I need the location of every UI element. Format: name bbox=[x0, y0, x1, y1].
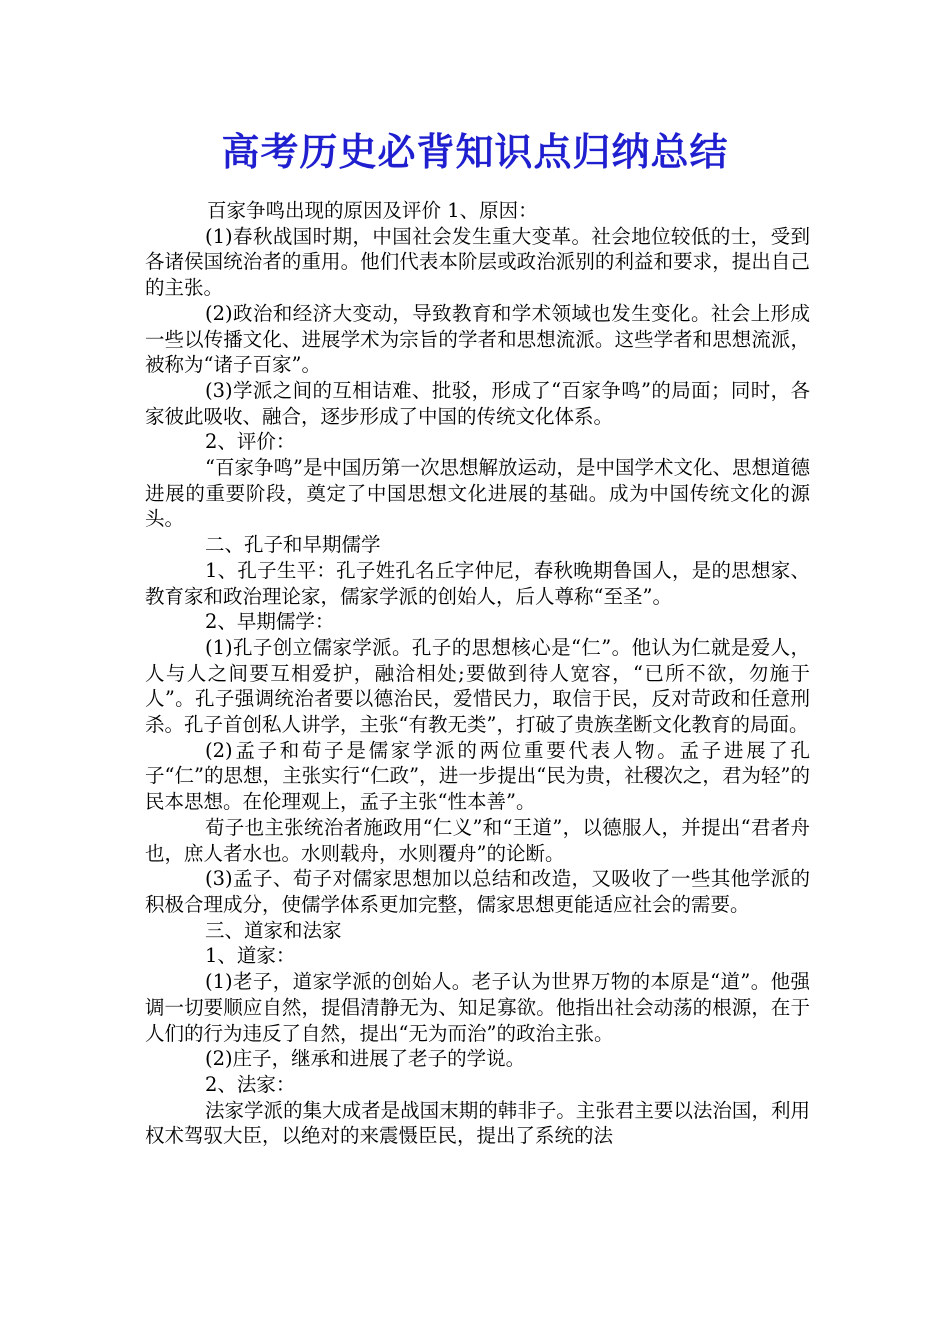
paragraph: 2、早期儒学： bbox=[205, 610, 335, 634]
paragraph: (2)孟子和荀子是儒家学派的两位重要代表人物。孟子进展了孔子“仁”的思想，主张实行“仁政”，进一步提出“民为贵，社稷次之，君为轻”的民本思想。在伦理观上，孟子主张“性本善”。 bbox=[145, 738, 810, 814]
paragraph: (2)政治和经济大变动，导致教育和学术领域也发生变化。社会上形成一些以传播文化、进展学术为宗旨的学者和思想流派。这些学者和思想流派，被称为“诸子百家”。 bbox=[145, 301, 810, 377]
paragraph: “百家争鸣”是中国历第一次思想解放运动，是中国学术文化、思想道德进展的重要阶段，奠定了中国思想文化进展的基础。成为中国传统文化的源头。 bbox=[145, 456, 810, 531]
paragraph: 1、道家： bbox=[205, 944, 296, 968]
paragraph: (1)春秋战国时期，中国社会发生重大变革。社会地位较低的士，受到各诸侯国统治者的重用。他们代表本阶层或政治派别的利益和要求，提出自己的主张。 bbox=[145, 224, 810, 300]
document-title: 高考历史必背知识点归纳总结 bbox=[221, 129, 729, 174]
paragraph: 2、评价： bbox=[205, 430, 296, 454]
paragraph: 2、法家： bbox=[205, 1072, 296, 1096]
section-heading: 二、孔子和早期儒学 bbox=[205, 533, 381, 557]
paragraph: (3)学派之间的互相诘难、批驳，形成了“百家争鸣”的局面；同时，各家彼此吸收、融合，逐步形成了中国的传统文化体系。 bbox=[145, 378, 810, 428]
paragraph: 法家学派的集大成者是战国末期的韩非子。主张君主要以法治国，利用权术驾驭大臣，以绝对的来震慑臣民，提出了系统的法 bbox=[145, 1098, 810, 1148]
section-heading: 三、道家和法家 bbox=[205, 918, 342, 942]
paragraph: (3)孟子、荀子对儒家思想加以总结和改造，又吸收了一些其他学派的积极合理成分，使儒学体系更加完整，儒家思想更能适应社会的需要。 bbox=[145, 867, 810, 916]
paragraph: 百家争鸣出现的原因及评价 1、原因： bbox=[207, 199, 538, 222]
paragraph: 荀子也主张统治者施政用“仁义”和“王道”，以德服人，并提出“君者舟也，庶人者水也。水则载舟，水则覆舟”的论断。 bbox=[145, 815, 810, 865]
paragraph: (1)孔子创立儒家学派。孔子的思想核心是“仁”。他认为仁就是爱人，人与人之间要互相爱护，融洽相处;要做到待人宽容，“已所不欲，勿施于人”。孔子强调统治者要以德治民，爱惜民力，取信于民，反对苛政和任意刑杀。孔子首创私人讲学，主张“有教无类”，打破了贵族垄断文化教育的局面。 bbox=[145, 635, 810, 737]
paragraph: (1)老子，道家学派的创始人。老子认为世界万物的本原是“道”。他强调一切要顺应自然，提倡清静无为、知足寡欲。他指出社会动荡的根源，在于人们的行为违反了自然，提出“无为而治”的政治主张。 bbox=[145, 970, 810, 1045]
paragraph: (2)庄子，继承和进展了老子的学说。 bbox=[205, 1047, 526, 1071]
paragraph: 1、孔子生平：孔子姓孔名丘字仲尼，春秋晚期鲁国人，是的思想家、教育家和政治理论家，儒家学派的创始人，后人尊称“至圣”。 bbox=[145, 558, 810, 608]
document-body bbox=[145, 198, 810, 1149]
